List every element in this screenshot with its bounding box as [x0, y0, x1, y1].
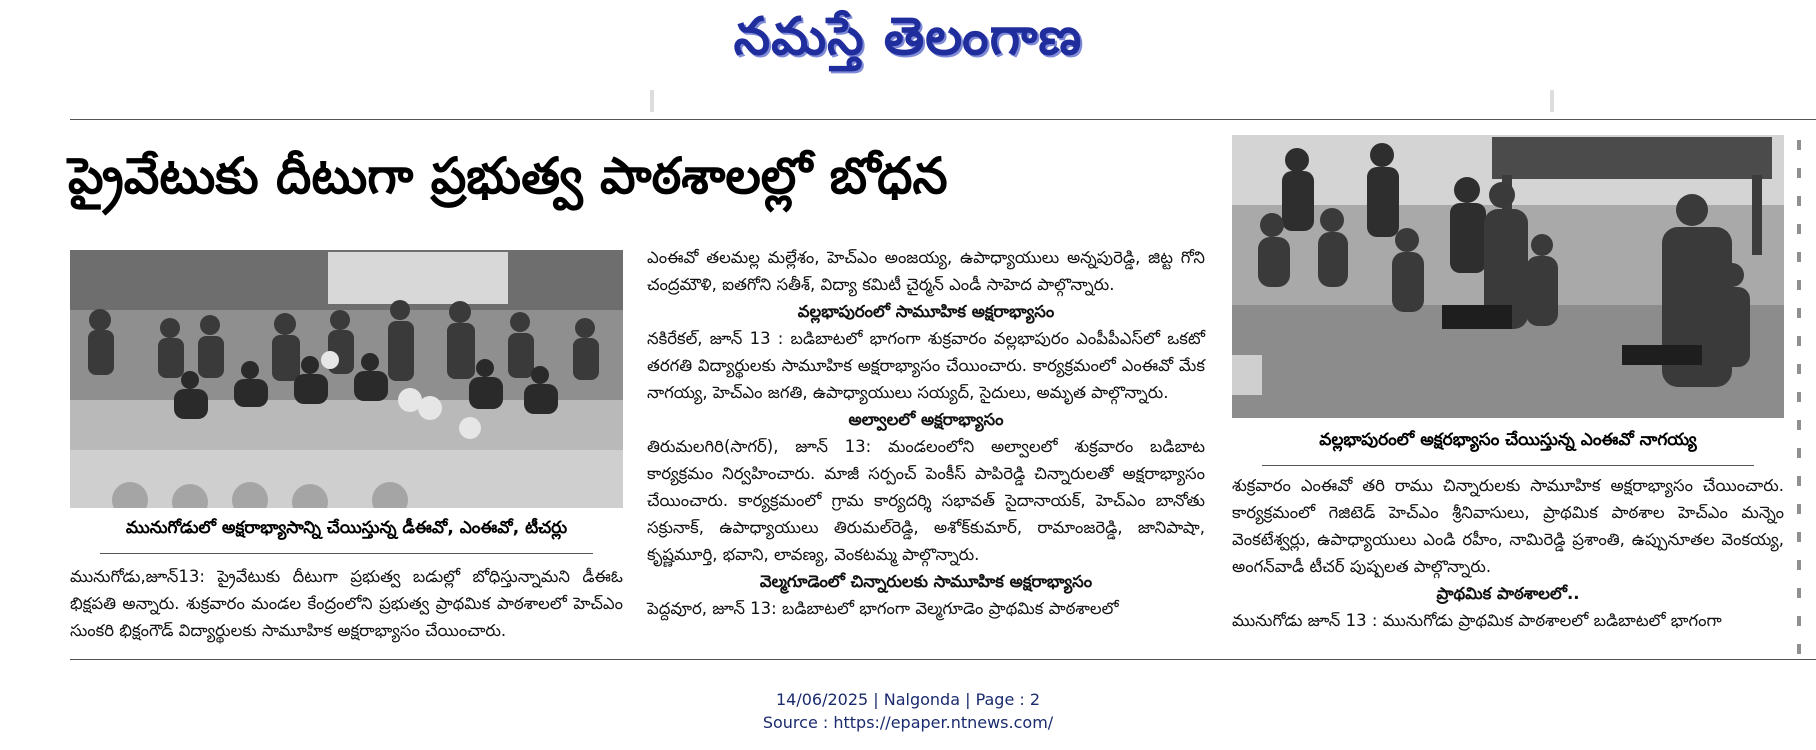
caption-divider: [100, 553, 593, 554]
subheading: ప్రాథమిక పాఠశాలలో..: [1436, 584, 1580, 603]
masthead: [0, 0, 1816, 88]
source-link: Source : https://epaper.ntnews.com/: [762, 713, 1054, 732]
article-column-left: [70, 563, 623, 644]
paragraph: శుక్రవారం ఎంఈవో తరి రాము చిన్నారులకు సామూహిక అక్షరాభ్యాసం చేయించారు. కార్యక్రమంలో గెజిటెడ్ హెచ్‌ఎం శ్రీనివాసులు, ప్రాథమిక పాఠశాల హెచ్‌ఎం మన్నెం వెంకటేశ్వర్లు, ఉపాధ్యాయులు ఎండి రహీం, నామిరెడ్డి ప్రశాంతి, ఉప్పునూతల వెంకయ్య, అంగన్‌వాడీ టీచర్ పుష్పలత పాల్గొన్నారు.: [1232, 476, 1784, 576]
footer: [0, 688, 1816, 734]
caption-divider: [1262, 465, 1754, 466]
article-column-middle: [647, 244, 1205, 622]
article-column-right: [1232, 472, 1784, 634]
photo-image: [70, 250, 623, 508]
photo-caption-right: వల్లభాపురంలో అక్షరభ్యాసం చేయిస్తున్న ఎంఈవో నాగయ్య: [1319, 430, 1697, 450]
bottom-divider: [70, 659, 1816, 660]
article-headline: ప్రైవేటుకు దీటుగా ప్రభుత్వ పాఠశాలల్లో బోధన: [68, 147, 948, 205]
photo-image: [1232, 135, 1784, 418]
subheading: వల్లభాపురంలో సామూహిక అక్షరాభ్యాసం: [797, 302, 1055, 321]
edition-info: 14/06/2025 | Nalgonda | Page : 2: [775, 690, 1041, 709]
paragraph: నకిరేకల్, జూన్ 13 : బడిబాటలో భాగంగా శుక్రవారం వల్లభాపురం ఎంపీపీఎస్‌లో ఒకటో తరగతి విద్యార్థులకు సామూహిక అక్షరాభ్యాసం చేయించారు. కార్యక్రమంలో ఎంఈవో మేక నాగయ్య, హెచ్‌ఎం జగతి, ఉపాధ్యాయులు సయ్యద్, సైదులు, అమృత పాల్గొన్నారు.: [647, 329, 1205, 402]
newspaper-logo: నమస్తే తెలంగాణ: [733, 6, 1083, 67]
paragraph: తిరుమలగిరి(సాగర్), జూన్ 13: మండలంలోని అల్వాలలో శుక్రవారం బడిబాట కార్యక్రమం నిర్వహించారు. మాజీ సర్పంచ్ పెంకీస్ పాపిరెడ్డి చిన్నారులతో అక్షరాభ్యాసం చేయించారు. కార్యక్రమంలో గ్రామ కార్యదర్శి సభావత్ సైదానాయక్, హెచ్‌ఎం బానోతు సక్రునాక్, ఉపాధ్యాయులు తిరుమల్‌రెడ్డి, అశోక్‌కుమార్, రామాంజరెడ్డి, జానిపాషా, కృష్ణమూర్తి, భవాని, లావణ్య, వెంకటమ్మ పాల్గొన్నారు.: [647, 437, 1205, 564]
top-divider: [70, 119, 1816, 120]
paragraph: పెద్దవూర, జూన్ 13: బడిబాటలో భాగంగా వెల్మగూడెం ప్రాథమిక పాఠశాలలో: [647, 599, 1119, 618]
photo-students-akshrabhyasam: [70, 250, 623, 508]
photo-caption-left: మునుగోడులో అక్షరాభ్యాసాన్ని చేయిస్తున్న డీఈవో, ఎంఈవో, టీచర్లు: [125, 518, 568, 538]
paragraph: మునుగోడు,జూన్13: ప్రైవేటుకు దీటుగా ప్రభుత్వ బడుల్లో బోధిస్తున్నామని డీఈఓ భిక్షపతి అన్నారు. శుక్రవారం మండల కేంద్రంలోని ప్రభుత్వ ప్రాథమిక పాఠశాలలో హెచ్‌ఎం సుంకరి భిక్షంగౌడ్ విద్యార్థులకు సామూహిక అక్షరాభ్యాసం చేయించారు.: [70, 567, 623, 640]
subheading: అల్వాలలో అక్షరాభ్యాసం: [848, 410, 1004, 429]
clipped-edge-text: [1797, 140, 1801, 660]
photo-meo-nagayya: [1232, 135, 1784, 418]
subheading: వెల్మగూడెంలో చిన్నారులకు సామూహిక అక్షరాభ్యాసం: [759, 572, 1093, 591]
clipped-text-strip: [0, 90, 1816, 112]
paragraph: మునుగోడు జూన్ 13 : మునుగోడు ప్రాథమిక పాఠశాలలో బడిబాటలో భాగంగా: [1232, 611, 1722, 630]
paragraph: ఎంఈవో తలమల్ల మల్లేశం, హెచ్‌ఎం అంజయ్య, ఉపాధ్యాయులు అన్నపురెడ్డి, జిట్ట గోని చంద్రమౌళి, ఐతగోని సతీశ్, విద్యా కమిటీ చైర్మన్ ఎండీ సాహెద పాల్గొన్నారు.: [647, 248, 1205, 294]
